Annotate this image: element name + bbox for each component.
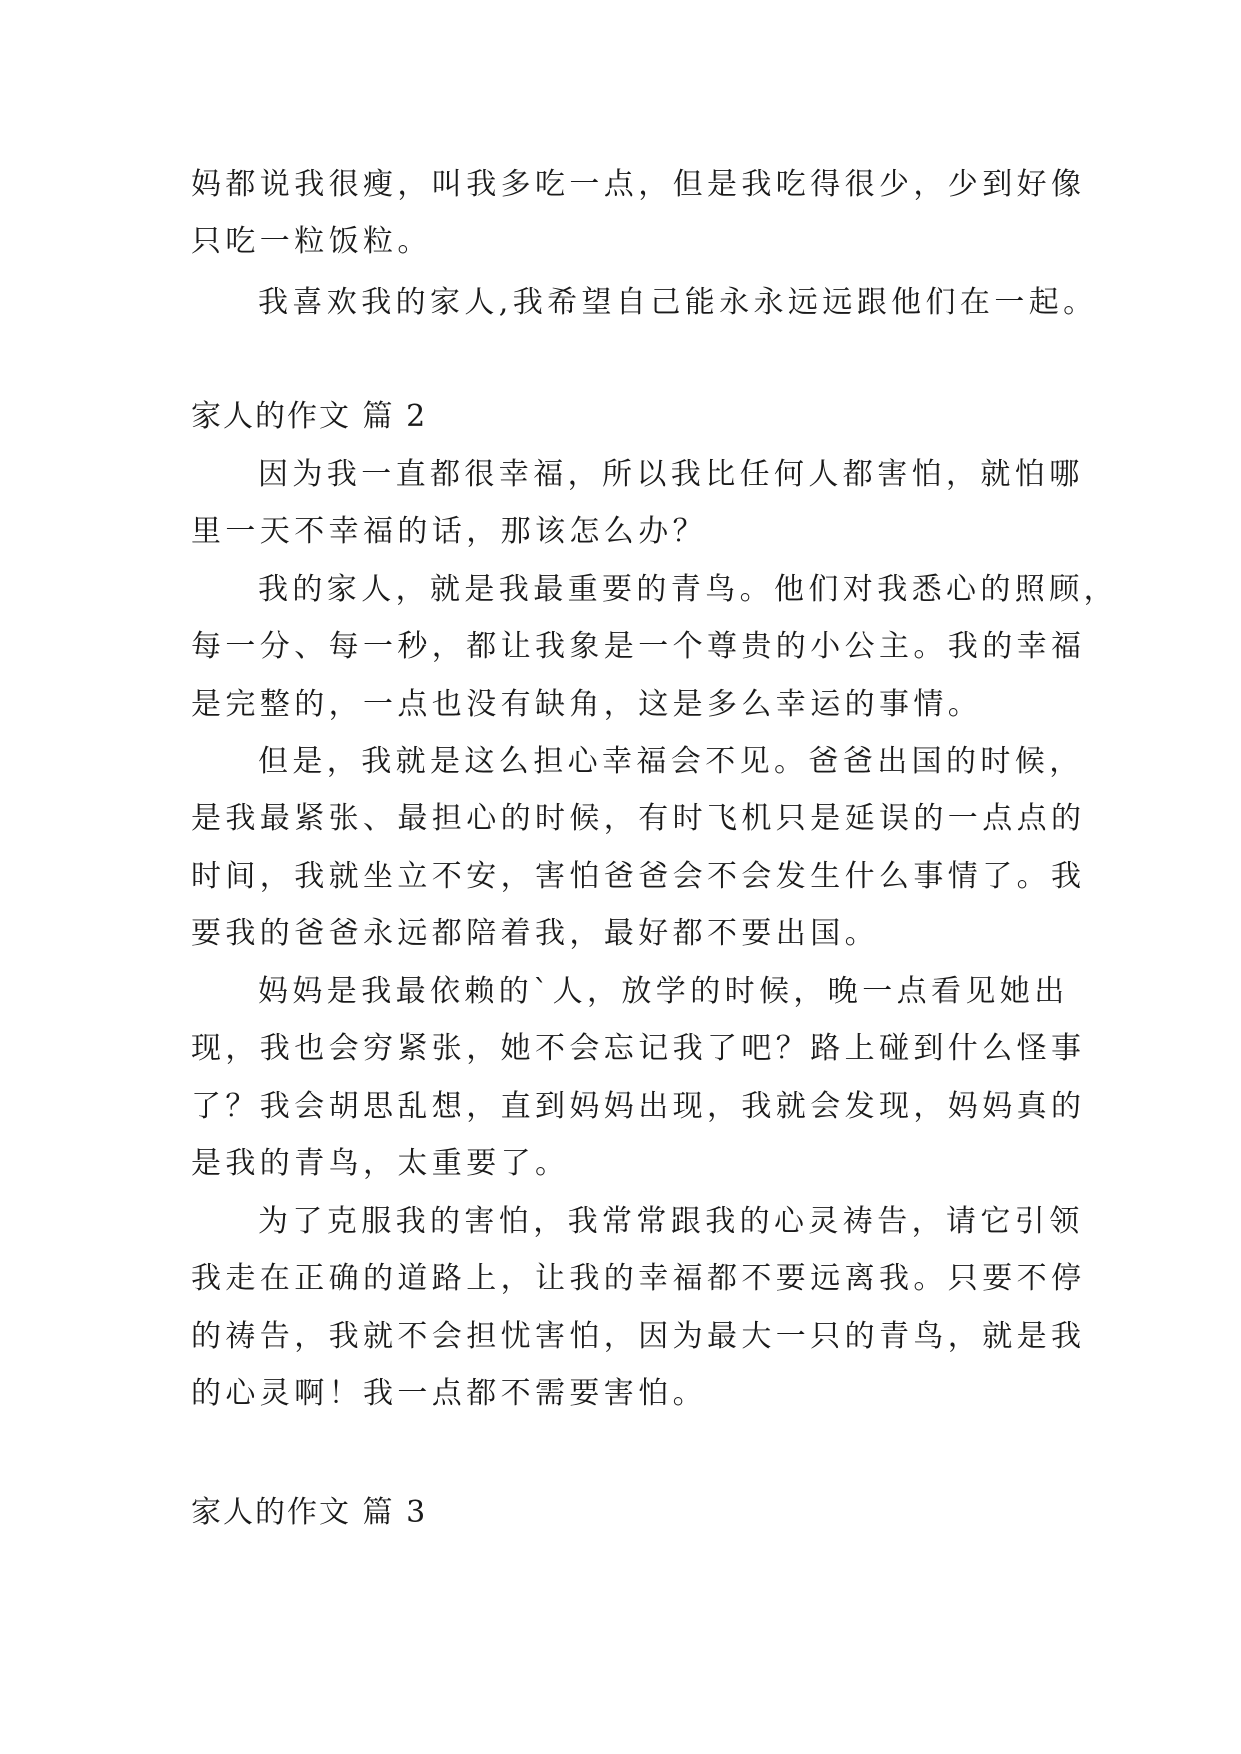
paragraph-line: 但是，我就是这么担心幸福会不见。爸爸出国的时候，: [258, 744, 1084, 779]
essay-heading: 家人的作文 篇 2: [191, 399, 428, 434]
paragraph-line: 我走在正确的道路上，让我的幸福都不要远离我。只要不停: [191, 1261, 1086, 1296]
paragraph-line: 的祷告，我就不会担忧害怕，因为最大一只的青鸟，就是我: [191, 1319, 1086, 1354]
paragraph-line: 里一天不幸福的话，那该怎么办？: [191, 514, 707, 549]
paragraph-line: 我喜欢我的家人,我希望自己能永永远远跟他们在一起。: [258, 285, 1098, 320]
paragraph-line: 现，我也会穷紧张，她不会忘记我了吧？路上碰到什么怪事: [191, 1031, 1086, 1066]
paragraph-line: 因为我一直都很幸福，所以我比任何人都害怕，就怕哪: [258, 457, 1084, 492]
paragraph-line: 时间，我就坐立不安，害怕爸爸会不会发生什么事情了。我: [191, 859, 1086, 894]
paragraph-line: 是完整的，一点也没有缺角，这是多么幸运的事情。: [191, 687, 983, 722]
paragraph-line: 的心灵啊！我一点都不需要害怕。: [191, 1376, 707, 1411]
paragraph-line: 只吃一粒饭粒。: [191, 224, 432, 259]
paragraph-line: 是我最紧张、最担心的时候，有时飞机只是延误的一点点的: [191, 801, 1086, 836]
paragraph-line: 每一分、每一秒，都让我象是一个尊贵的小公主。我的幸福: [191, 629, 1086, 664]
paragraph-line: 妈都说我很瘦，叫我多吃一点，但是我吃得很少，少到好像: [191, 167, 1086, 202]
essay-heading: 家人的作文 篇 3: [191, 1495, 428, 1530]
paragraph-line: 我的家人，就是我最重要的青鸟。他们对我悉心的照顾，: [258, 572, 1118, 607]
paragraph-line: 妈妈是我最依赖的`人，放学的时候，晚一点看见她出: [258, 974, 1069, 1009]
paragraph-line: 为了克服我的害怕，我常常跟我的心灵祷告，请它引领: [258, 1204, 1084, 1239]
paragraph-line: 是我的青鸟，太重要了。: [191, 1146, 570, 1181]
paragraph-line: 要我的爸爸永远都陪着我，最好都不要出国。: [191, 916, 879, 951]
paragraph-line: 了？我会胡思乱想，直到妈妈出现，我就会发现，妈妈真的: [191, 1089, 1086, 1124]
